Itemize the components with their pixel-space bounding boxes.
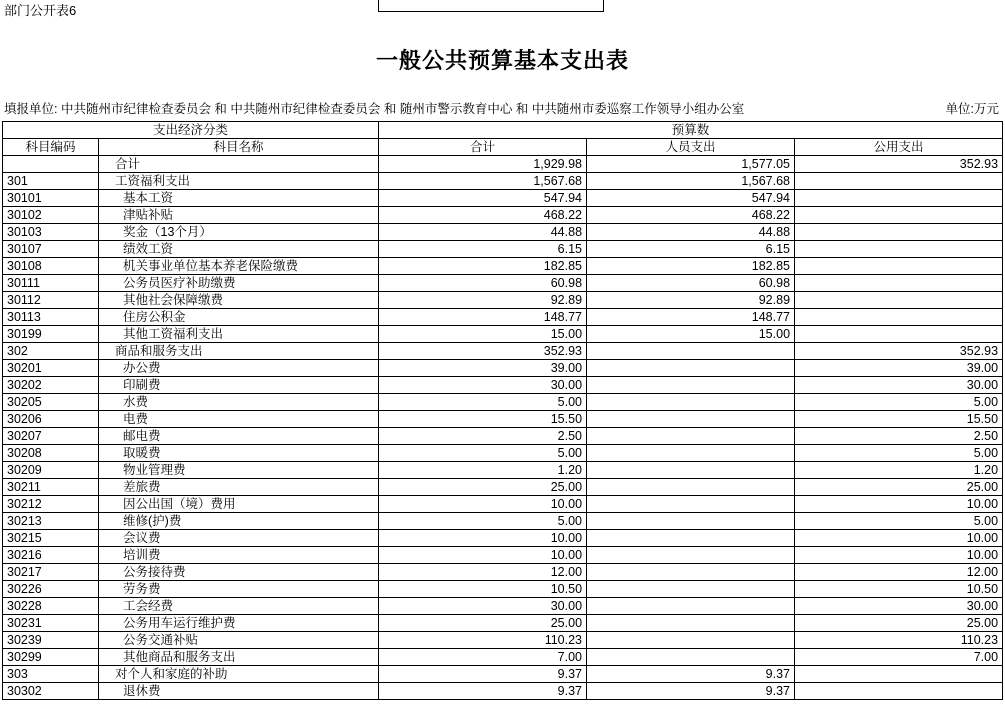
cell-public: 110.23 (795, 632, 1003, 649)
cell-code: 30231 (3, 615, 99, 632)
cell-code: 30102 (3, 207, 99, 224)
cell-total: 110.23 (379, 632, 587, 649)
cell-person (587, 513, 795, 530)
cell-name: 公务用车运行维护费 (99, 615, 379, 632)
table-row (3, 479, 1003, 496)
cell-name: 水费 (99, 394, 379, 411)
header-group-budget: 预算数 (379, 122, 1003, 139)
cell-name: 劳务费 (99, 581, 379, 598)
cell-person: 44.88 (587, 224, 795, 241)
table-row (3, 666, 1003, 683)
table-row (3, 224, 1003, 241)
cell-name: 工资福利支出 (99, 173, 379, 190)
table-row (3, 496, 1003, 513)
table-row (3, 632, 1003, 649)
cell-code: 30113 (3, 309, 99, 326)
cell-total: 182.85 (379, 258, 587, 275)
cell-total: 15.00 (379, 326, 587, 343)
cell-total: 60.98 (379, 275, 587, 292)
cell-total: 5.00 (379, 394, 587, 411)
cell-public: 30.00 (795, 598, 1003, 615)
cell-total: 7.00 (379, 649, 587, 666)
cell-person (587, 649, 795, 666)
cell-code: 30212 (3, 496, 99, 513)
cell-public: 10.00 (795, 530, 1003, 547)
table-row (3, 173, 1003, 190)
reporting-unit: 填报单位: 中共随州市纪律检查委员会 和 中共随州市纪律检查委员会 和 随州市警示教育中心 和 中共随州市委巡察工作领导小组办公室 (4, 102, 745, 116)
cell-public: 7.00 (795, 649, 1003, 666)
cell-person: 182.85 (587, 258, 795, 275)
header-box (378, 0, 604, 12)
table-row (3, 190, 1003, 207)
cell-total: 5.00 (379, 445, 587, 462)
cell-person: 92.89 (587, 292, 795, 309)
cell-public: 1.20 (795, 462, 1003, 479)
cell-person (587, 343, 795, 360)
cell-total: 10.00 (379, 547, 587, 564)
header-col-total: 合计 (379, 139, 587, 156)
table-body (3, 156, 1003, 700)
table-row (3, 428, 1003, 445)
cell-name: 对个人和家庭的补助 (99, 666, 379, 683)
cell-person (587, 445, 795, 462)
cell-public: 10.00 (795, 547, 1003, 564)
cell-total: 9.37 (379, 666, 587, 683)
cell-public (795, 683, 1003, 700)
cell-name: 公务接待费 (99, 564, 379, 581)
cell-public (795, 309, 1003, 326)
cell-name: 差旅费 (99, 479, 379, 496)
cell-code: 30213 (3, 513, 99, 530)
table-row (3, 513, 1003, 530)
table-row (3, 343, 1003, 360)
cell-code: 30215 (3, 530, 99, 547)
cell-public: 10.00 (795, 496, 1003, 513)
table-row (3, 564, 1003, 581)
cell-person (587, 377, 795, 394)
cell-public (795, 326, 1003, 343)
meta-row (0, 99, 1005, 115)
cell-code: 30228 (3, 598, 99, 615)
cell-person (587, 496, 795, 513)
cell-person (587, 462, 795, 479)
cell-public: 25.00 (795, 615, 1003, 632)
cell-code: 30206 (3, 411, 99, 428)
cell-code: 30207 (3, 428, 99, 445)
cell-person: 1,577.05 (587, 156, 795, 173)
cell-person (587, 632, 795, 649)
cell-name: 公务员医疗补助缴费 (99, 275, 379, 292)
cell-public: 15.50 (795, 411, 1003, 428)
cell-person (587, 394, 795, 411)
cell-public (795, 292, 1003, 309)
cell-total: 15.50 (379, 411, 587, 428)
table-row (3, 581, 1003, 598)
cell-person (587, 428, 795, 445)
cell-code: 30239 (3, 632, 99, 649)
cell-name: 奖金（13个月） (99, 224, 379, 241)
cell-public: 2.50 (795, 428, 1003, 445)
cell-person (587, 564, 795, 581)
cell-code: 30112 (3, 292, 99, 309)
table-row (3, 598, 1003, 615)
cell-code: 30202 (3, 377, 99, 394)
table-header (3, 122, 1003, 156)
cell-total: 468.22 (379, 207, 587, 224)
cell-total: 10.00 (379, 496, 587, 513)
cell-public (795, 190, 1003, 207)
cell-total: 92.89 (379, 292, 587, 309)
cell-name: 电费 (99, 411, 379, 428)
cell-name: 取暖费 (99, 445, 379, 462)
budget-table (2, 121, 1003, 700)
cell-person (587, 411, 795, 428)
cell-public: 5.00 (795, 445, 1003, 462)
cell-total: 12.00 (379, 564, 587, 581)
cell-code: 30111 (3, 275, 99, 292)
cell-public (795, 224, 1003, 241)
cell-person: 9.37 (587, 666, 795, 683)
cell-name: 会议费 (99, 530, 379, 547)
cell-name: 培训费 (99, 547, 379, 564)
cell-person (587, 598, 795, 615)
cell-name: 印刷费 (99, 377, 379, 394)
cell-name: 办公费 (99, 360, 379, 377)
cell-total: 547.94 (379, 190, 587, 207)
cell-person (587, 615, 795, 632)
cell-code: 30217 (3, 564, 99, 581)
cell-person (587, 479, 795, 496)
cell-person: 9.37 (587, 683, 795, 700)
cell-code: 30209 (3, 462, 99, 479)
table-row (3, 275, 1003, 292)
unit-of-measure: 单位:万元 (945, 102, 999, 116)
cell-total: 2.50 (379, 428, 587, 445)
cell-total: 9.37 (379, 683, 587, 700)
cell-code: 302 (3, 343, 99, 360)
table-row (3, 156, 1003, 173)
cell-public: 30.00 (795, 377, 1003, 394)
cell-public: 5.00 (795, 394, 1003, 411)
cell-code: 301 (3, 173, 99, 190)
cell-public: 352.93 (795, 156, 1003, 173)
cell-name: 机关事业单位基本养老保险缴费 (99, 258, 379, 275)
table-row (3, 445, 1003, 462)
table-row (3, 462, 1003, 479)
cell-public: 352.93 (795, 343, 1003, 360)
cell-code: 30299 (3, 649, 99, 666)
cell-name: 邮电费 (99, 428, 379, 445)
page-title: 一般公共预算基本支出表 (375, 48, 629, 73)
cell-name: 商品和服务支出 (99, 343, 379, 360)
cell-person (587, 547, 795, 564)
cell-public (795, 258, 1003, 275)
cell-public: 12.00 (795, 564, 1003, 581)
cell-name: 绩效工资 (99, 241, 379, 258)
cell-total: 1,929.98 (379, 156, 587, 173)
form-label: 部门公开表6 (4, 3, 77, 18)
cell-name: 维修(护)费 (99, 513, 379, 530)
table-row (3, 377, 1003, 394)
table-row (3, 411, 1003, 428)
cell-code: 30226 (3, 581, 99, 598)
cell-person: 15.00 (587, 326, 795, 343)
cell-name: 物业管理费 (99, 462, 379, 479)
table-row (3, 649, 1003, 666)
header-col-person: 人员支出 (587, 139, 795, 156)
cell-public: 10.50 (795, 581, 1003, 598)
cell-name: 基本工资 (99, 190, 379, 207)
cell-person (587, 530, 795, 547)
cell-total: 25.00 (379, 479, 587, 496)
cell-total: 30.00 (379, 377, 587, 394)
header-col-name: 科目名称 (99, 139, 379, 156)
cell-total: 25.00 (379, 615, 587, 632)
cell-person: 148.77 (587, 309, 795, 326)
cell-total: 1,567.68 (379, 173, 587, 190)
cell-name: 退休费 (99, 683, 379, 700)
cell-total: 39.00 (379, 360, 587, 377)
cell-public (795, 241, 1003, 258)
header-col-code: 科目编码 (3, 139, 99, 156)
cell-public (795, 275, 1003, 292)
cell-code: 30211 (3, 479, 99, 496)
cell-code: 303 (3, 666, 99, 683)
header-group-expense-class: 支出经济分类 (3, 122, 379, 139)
table-row (3, 615, 1003, 632)
cell-name: 其他社会保障缴费 (99, 292, 379, 309)
cell-person: 1,567.68 (587, 173, 795, 190)
header-column-row (3, 139, 1003, 156)
cell-code: 30107 (3, 241, 99, 258)
table-row (3, 547, 1003, 564)
cell-name: 其他工资福利支出 (99, 326, 379, 343)
cell-person: 60.98 (587, 275, 795, 292)
cell-total: 6.15 (379, 241, 587, 258)
cell-code: 30103 (3, 224, 99, 241)
cell-person: 6.15 (587, 241, 795, 258)
cell-public (795, 207, 1003, 224)
cell-person: 547.94 (587, 190, 795, 207)
cell-name: 住房公积金 (99, 309, 379, 326)
header-group-row (3, 122, 1003, 139)
cell-code: 30199 (3, 326, 99, 343)
cell-public (795, 173, 1003, 190)
cell-code: 30205 (3, 394, 99, 411)
cell-person (587, 360, 795, 377)
header-col-public: 公用支出 (795, 139, 1003, 156)
cell-code: 30208 (3, 445, 99, 462)
cell-total: 1.20 (379, 462, 587, 479)
cell-person: 468.22 (587, 207, 795, 224)
cell-name: 因公出国（境）费用 (99, 496, 379, 513)
cell-total: 10.00 (379, 530, 587, 547)
table-row (3, 530, 1003, 547)
cell-total: 148.77 (379, 309, 587, 326)
table-row (3, 326, 1003, 343)
cell-name: 公务交通补贴 (99, 632, 379, 649)
cell-code: 30101 (3, 190, 99, 207)
cell-name: 工会经费 (99, 598, 379, 615)
table-row (3, 683, 1003, 700)
cell-total: 44.88 (379, 224, 587, 241)
cell-total: 10.50 (379, 581, 587, 598)
cell-person (587, 581, 795, 598)
cell-public (795, 666, 1003, 683)
cell-public: 39.00 (795, 360, 1003, 377)
table-row (3, 292, 1003, 309)
table-row (3, 258, 1003, 275)
cell-name: 津贴补贴 (99, 207, 379, 224)
cell-total: 30.00 (379, 598, 587, 615)
table-row (3, 207, 1003, 224)
cell-code (3, 156, 99, 173)
cell-public: 5.00 (795, 513, 1003, 530)
table-row (3, 241, 1003, 258)
cell-public: 25.00 (795, 479, 1003, 496)
cell-total: 352.93 (379, 343, 587, 360)
cell-code: 30216 (3, 547, 99, 564)
cell-code: 30201 (3, 360, 99, 377)
cell-code: 30302 (3, 683, 99, 700)
cell-name: 其他商品和服务支出 (99, 649, 379, 666)
cell-total: 5.00 (379, 513, 587, 530)
table-row (3, 394, 1003, 411)
table-row (3, 360, 1003, 377)
table-row (3, 309, 1003, 326)
cell-code: 30108 (3, 258, 99, 275)
cell-name: 合计 (99, 156, 379, 173)
